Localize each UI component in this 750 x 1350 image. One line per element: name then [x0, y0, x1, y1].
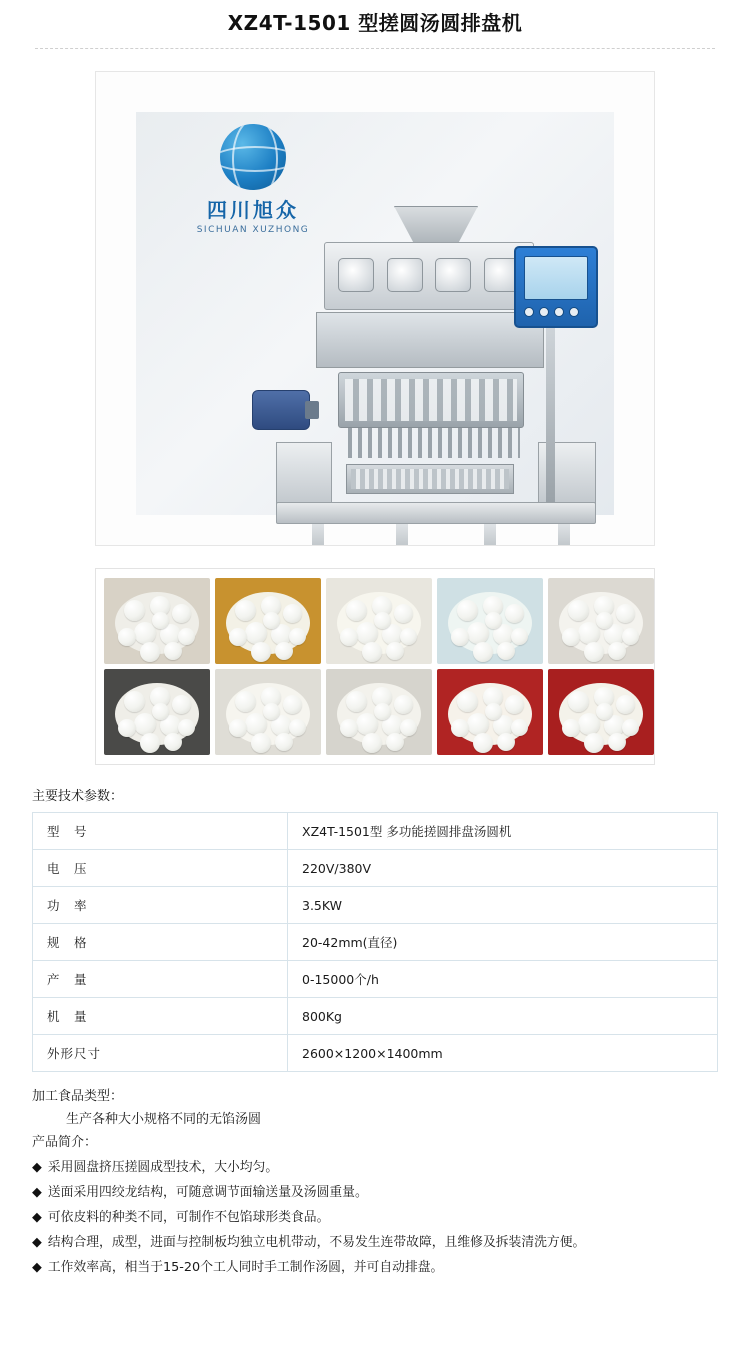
param-value: 3.5KW — [288, 887, 718, 924]
tangyuan-balls — [215, 578, 321, 664]
param-key: 产 量 — [33, 961, 288, 998]
diamond-bullet-icon: ◆ — [32, 1185, 42, 1201]
param-key: 规 格 — [33, 924, 288, 961]
brand-name-en: SICHUAN XUZHONG — [196, 225, 310, 235]
machine-leg — [396, 524, 408, 546]
gallery-row — [104, 578, 646, 664]
product-hero-image — [95, 71, 655, 546]
food-type-text: 生产各种大小规格不同的无馅汤圆 — [66, 1111, 262, 1127]
table-row — [33, 850, 718, 887]
param-value: 2600×1200×1400mm — [288, 1035, 718, 1072]
param-key: 电 压 — [33, 850, 288, 887]
tangyuan-balls — [104, 669, 210, 755]
tangyuan-red-rim-bowl — [548, 669, 654, 755]
brand-name-cn: 四川旭众 — [207, 198, 299, 222]
tangyuan-tray-rows — [326, 669, 432, 755]
param-value: 800Kg — [288, 998, 718, 1035]
table-row — [33, 924, 718, 961]
list-item — [32, 1206, 750, 1231]
machine-leg — [484, 524, 496, 546]
title-block — [0, 0, 750, 57]
table-row — [33, 1035, 718, 1072]
machine-leg — [312, 524, 324, 546]
product-gallery — [95, 568, 655, 765]
intro-item-text: 送面采用四绞龙结构，可随意调节面输送量及汤圆重量。 — [47, 1185, 368, 1201]
tangyuan-white-pile — [104, 578, 210, 664]
machine-motor — [252, 390, 310, 430]
tangyuan-balls — [548, 578, 654, 664]
diamond-bullet-icon: ◆ — [32, 1160, 42, 1176]
machine-forming-pins — [342, 428, 520, 458]
machine-base-plate — [276, 502, 596, 524]
list-item — [32, 1231, 750, 1256]
param-key: 外形尺寸 — [33, 1035, 288, 1072]
intro-item-text: 工作效率高，相当于15-20个工人同时手工制作汤圆，并可自动排盘。 — [47, 1260, 444, 1276]
intro-heading: 产品简介： — [32, 1134, 98, 1150]
params-heading: 主要技术参数： — [32, 789, 124, 804]
diamond-bullet-icon: ◆ — [32, 1235, 42, 1251]
diamond-bullet-icon: ◆ — [32, 1260, 42, 1276]
tangyuan-balls — [104, 578, 210, 664]
tangyuan-black-sesame — [104, 669, 210, 755]
table-row — [33, 961, 718, 998]
diamond-bullet-icon: ◆ — [32, 1210, 42, 1226]
machine-roller-row — [338, 258, 520, 292]
intro-bullet-list — [32, 1156, 750, 1281]
intro-item-text: 采用圆盘挤压搓圆成型技术，大小均匀。 — [47, 1160, 279, 1176]
tangyuan-balls — [437, 669, 543, 755]
machine-hopper — [394, 206, 478, 244]
param-key: 机 量 — [33, 998, 288, 1035]
tangyuan-red-bowl-soup — [437, 669, 543, 755]
tangyuan-balls — [437, 578, 543, 664]
control-panel-pole — [546, 322, 555, 502]
param-value: XZ4T-1501型 多功能搓圆排盘汤圆机 — [288, 813, 718, 850]
table-row — [33, 813, 718, 850]
page-title: XZ4T-1501 型搓圆汤圆排盘机 — [227, 11, 523, 35]
list-item — [32, 1256, 750, 1281]
title-divider — [35, 48, 715, 49]
tangyuan-balls — [548, 669, 654, 755]
intro-item-text: 结构合理，成型，进面与控制板均独立电机带动，不易发生连带故障，且维修及拆装清洗方便。 — [47, 1235, 586, 1251]
list-item — [32, 1156, 750, 1181]
tangyuan-white-plate — [215, 669, 321, 755]
gallery-row — [104, 669, 646, 755]
tangyuan-balls — [326, 578, 432, 664]
param-key: 型 号 — [33, 813, 288, 850]
control-panel-buttons — [524, 305, 588, 319]
table-row — [33, 998, 718, 1035]
list-item — [32, 1181, 750, 1206]
table-row — [33, 887, 718, 924]
tangyuan-green-bowl — [437, 578, 543, 664]
machine-side-plate-left — [276, 442, 332, 504]
param-value: 220V/380V — [288, 850, 718, 887]
machine-output-tray — [346, 464, 514, 494]
food-type-block — [32, 1086, 750, 1281]
tangyuan-glass-bowl — [548, 578, 654, 664]
tangyuan-balls — [326, 669, 432, 755]
control-panel-screen — [524, 256, 588, 300]
machine-mid-body — [316, 312, 544, 368]
tangyuan-bamboo-spoon — [215, 578, 321, 664]
param-value: 20-42mm(直径) — [288, 924, 718, 961]
tangyuan-white-bowl — [326, 578, 432, 664]
params-table — [32, 812, 718, 1072]
food-type-heading: 加工食品类型： — [32, 1089, 124, 1104]
machine-illustration — [246, 202, 616, 546]
machine-leg — [558, 524, 570, 546]
intro-item-text: 可依皮料的种类不同，可制作不包馅球形类食品。 — [47, 1210, 330, 1226]
globe-icon — [220, 124, 286, 190]
param-value: 0-15000个/h — [288, 961, 718, 998]
tangyuan-balls — [215, 669, 321, 755]
machine-cylinder-bank — [338, 372, 524, 428]
param-key: 功 率 — [33, 887, 288, 924]
